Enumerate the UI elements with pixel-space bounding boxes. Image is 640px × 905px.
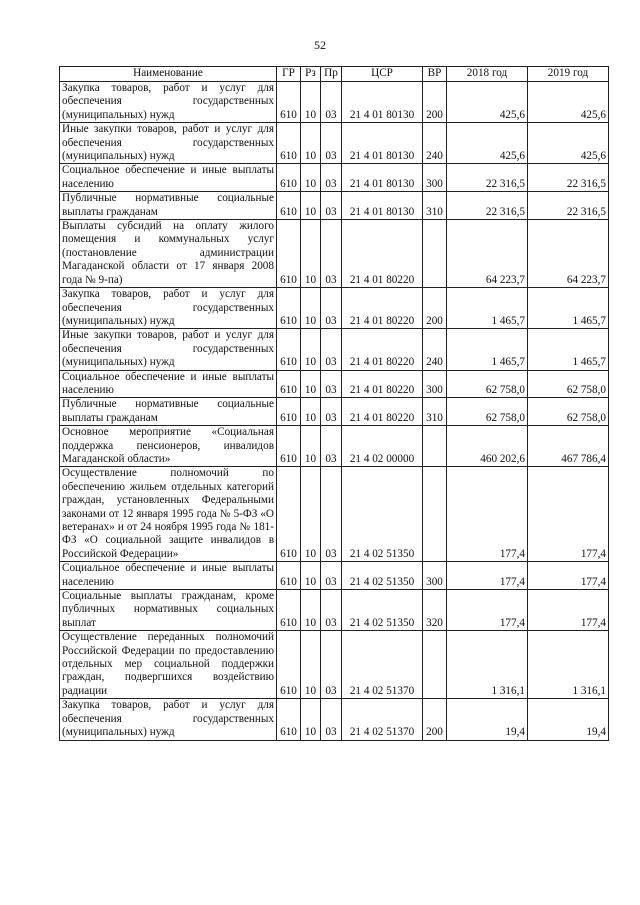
row-name-cell: Публичные нормативные социальные выплаты гражданам bbox=[60, 398, 277, 426]
row-vr-cell: 200 bbox=[423, 82, 447, 123]
row-rz-cell: 10 bbox=[301, 562, 321, 590]
row-csr-cell: 21 4 02 00000 bbox=[342, 426, 423, 467]
table-row bbox=[60, 220, 609, 288]
row-gr-cell: 610 bbox=[277, 631, 301, 699]
row-pr-cell: 03 bbox=[321, 631, 342, 699]
row-vr-cell: 240 bbox=[423, 329, 447, 370]
table-row bbox=[60, 631, 609, 699]
budget-table bbox=[59, 66, 609, 741]
row-2019-cell: 1 465,7 bbox=[528, 329, 609, 370]
row-name-cell: Социальное обеспечение и иные выплаты населению bbox=[60, 370, 277, 398]
row-pr-cell: 03 bbox=[321, 370, 342, 398]
row-gr-cell: 610 bbox=[277, 467, 301, 562]
row-name-cell: Осуществление полномочий по обеспечению жильем отдельных категорий граждан, установленных Федеральными законами от 12 января 1995 года № 5-ФЗ «О ветеранах» и от 24 ноября 1995 года № 181-ФЗ «О социальной защите инвалидов в Российской Федерации» bbox=[60, 467, 277, 562]
row-2019-cell: 62 758,0 bbox=[528, 370, 609, 398]
row-csr-cell: 21 4 01 80130 bbox=[342, 123, 423, 164]
row-name-cell: Социальное обеспечение и иные выплаты населению bbox=[60, 562, 277, 590]
row-rz-cell: 10 bbox=[301, 288, 321, 329]
row-2019-cell: 467 786,4 bbox=[528, 426, 609, 467]
row-rz-cell: 10 bbox=[301, 426, 321, 467]
row-2019-cell: 22 316,5 bbox=[528, 164, 609, 192]
table-row bbox=[60, 288, 609, 329]
row-pr-cell: 03 bbox=[321, 398, 342, 426]
row-2018-cell: 22 316,5 bbox=[447, 192, 528, 220]
row-csr-cell: 21 4 02 51350 bbox=[342, 467, 423, 562]
row-pr-cell: 03 bbox=[321, 164, 342, 192]
row-2018-cell: 1 465,7 bbox=[447, 329, 528, 370]
row-rz-cell: 10 bbox=[301, 82, 321, 123]
header-name: Наименование bbox=[60, 67, 277, 82]
row-pr-cell: 03 bbox=[321, 192, 342, 220]
row-gr-cell: 610 bbox=[277, 562, 301, 590]
row-2019-cell: 177,4 bbox=[528, 590, 609, 631]
table-row bbox=[60, 426, 609, 467]
row-rz-cell: 10 bbox=[301, 192, 321, 220]
table-row bbox=[60, 329, 609, 370]
row-2018-cell: 1 316,1 bbox=[447, 631, 528, 699]
row-gr-cell: 610 bbox=[277, 398, 301, 426]
row-name-cell: Осуществление переданных полномочий Российской Федерации по предоставлению отдельных мер социальной поддержки граждан, подвергшихся воздействию радиации bbox=[60, 631, 277, 699]
row-pr-cell: 03 bbox=[321, 590, 342, 631]
table-row bbox=[60, 123, 609, 164]
row-vr-cell: 200 bbox=[423, 288, 447, 329]
row-gr-cell: 610 bbox=[277, 370, 301, 398]
row-pr-cell: 03 bbox=[321, 288, 342, 329]
row-2019-cell: 22 316,5 bbox=[528, 192, 609, 220]
row-2019-cell: 425,6 bbox=[528, 82, 609, 123]
row-vr-cell: 310 bbox=[423, 192, 447, 220]
row-2018-cell: 425,6 bbox=[447, 123, 528, 164]
row-vr-cell: 300 bbox=[423, 562, 447, 590]
row-csr-cell: 21 4 01 80220 bbox=[342, 288, 423, 329]
row-gr-cell: 610 bbox=[277, 426, 301, 467]
header-rz: Рз bbox=[301, 67, 321, 82]
row-2018-cell: 177,4 bbox=[447, 590, 528, 631]
row-rz-cell: 10 bbox=[301, 699, 321, 740]
row-rz-cell: 10 bbox=[301, 631, 321, 699]
row-pr-cell: 03 bbox=[321, 699, 342, 740]
table-row bbox=[60, 82, 609, 123]
header-2019: 2019 год bbox=[528, 67, 609, 82]
row-name-cell: Выплаты субсидий на оплату жилого помещения и коммунальных услуг (постановление администрации Магаданской области от 17 января 2008 года № 9-па) bbox=[60, 220, 277, 288]
row-rz-cell: 10 bbox=[301, 590, 321, 631]
row-vr-cell: 200 bbox=[423, 699, 447, 740]
header-row bbox=[60, 67, 609, 82]
row-name-cell: Закупка товаров, работ и услуг для обеспечения государственных (муниципальных) нужд bbox=[60, 82, 277, 123]
row-vr-cell bbox=[423, 631, 447, 699]
row-2019-cell: 64 223,7 bbox=[528, 220, 609, 288]
row-2019-cell: 177,4 bbox=[528, 467, 609, 562]
row-gr-cell: 610 bbox=[277, 288, 301, 329]
row-csr-cell: 21 4 01 80220 bbox=[342, 370, 423, 398]
row-2019-cell: 425,6 bbox=[528, 123, 609, 164]
row-gr-cell: 610 bbox=[277, 123, 301, 164]
row-2018-cell: 460 202,6 bbox=[447, 426, 528, 467]
row-name-cell: Иные закупки товаров, работ и услуг для обеспечения государственных (муниципальных) нужд bbox=[60, 123, 277, 164]
row-gr-cell: 610 bbox=[277, 329, 301, 370]
row-2019-cell: 1 316,1 bbox=[528, 631, 609, 699]
row-vr-cell bbox=[423, 220, 447, 288]
row-2018-cell: 1 465,7 bbox=[447, 288, 528, 329]
row-name-cell: Социальные выплаты гражданам, кроме публичных нормативных социальных выплат bbox=[60, 590, 277, 631]
row-csr-cell: 21 4 02 51370 bbox=[342, 631, 423, 699]
row-gr-cell: 610 bbox=[277, 82, 301, 123]
row-pr-cell: 03 bbox=[321, 82, 342, 123]
row-2019-cell: 1 465,7 bbox=[528, 288, 609, 329]
row-2018-cell: 425,6 bbox=[447, 82, 528, 123]
row-name-cell: Закупка товаров, работ и услуг для обеспечения государственных (муниципальных) нужд bbox=[60, 288, 277, 329]
row-csr-cell: 21 4 01 80130 bbox=[342, 82, 423, 123]
row-2018-cell: 177,4 bbox=[447, 467, 528, 562]
row-rz-cell: 10 bbox=[301, 398, 321, 426]
row-2019-cell: 177,4 bbox=[528, 562, 609, 590]
row-gr-cell: 610 bbox=[277, 699, 301, 740]
row-2019-cell: 19,4 bbox=[528, 699, 609, 740]
row-vr-cell bbox=[423, 467, 447, 562]
row-csr-cell: 21 4 02 51370 bbox=[342, 699, 423, 740]
row-pr-cell: 03 bbox=[321, 467, 342, 562]
row-vr-cell: 300 bbox=[423, 370, 447, 398]
row-csr-cell: 21 4 02 51350 bbox=[342, 590, 423, 631]
row-rz-cell: 10 bbox=[301, 329, 321, 370]
row-gr-cell: 610 bbox=[277, 590, 301, 631]
row-csr-cell: 21 4 01 80220 bbox=[342, 220, 423, 288]
table-row bbox=[60, 370, 609, 398]
row-csr-cell: 21 4 01 80130 bbox=[342, 164, 423, 192]
row-rz-cell: 10 bbox=[301, 467, 321, 562]
row-vr-cell: 300 bbox=[423, 164, 447, 192]
row-pr-cell: 03 bbox=[321, 562, 342, 590]
row-2019-cell: 62 758,0 bbox=[528, 398, 609, 426]
table-row bbox=[60, 699, 609, 740]
row-csr-cell: 21 4 02 51350 bbox=[342, 562, 423, 590]
row-2018-cell: 19,4 bbox=[447, 699, 528, 740]
table-row bbox=[60, 192, 609, 220]
header-2018: 2018 год bbox=[447, 67, 528, 82]
row-vr-cell: 310 bbox=[423, 398, 447, 426]
row-name-cell: Публичные нормативные социальные выплаты гражданам bbox=[60, 192, 277, 220]
row-rz-cell: 10 bbox=[301, 370, 321, 398]
row-rz-cell: 10 bbox=[301, 220, 321, 288]
row-vr-cell: 240 bbox=[423, 123, 447, 164]
table-row bbox=[60, 590, 609, 631]
row-csr-cell: 21 4 01 80130 bbox=[342, 192, 423, 220]
row-gr-cell: 610 bbox=[277, 192, 301, 220]
row-vr-cell bbox=[423, 426, 447, 467]
row-name-cell: Закупка товаров, работ и услуг для обеспечения государственных (муниципальных) нужд bbox=[60, 699, 277, 740]
header-vr: ВР bbox=[423, 67, 447, 82]
row-rz-cell: 10 bbox=[301, 164, 321, 192]
row-pr-cell: 03 bbox=[321, 123, 342, 164]
row-csr-cell: 21 4 01 80220 bbox=[342, 329, 423, 370]
table-row bbox=[60, 164, 609, 192]
table-row bbox=[60, 467, 609, 562]
header-gr: ГР bbox=[277, 67, 301, 82]
row-pr-cell: 03 bbox=[321, 329, 342, 370]
row-pr-cell: 03 bbox=[321, 220, 342, 288]
row-pr-cell: 03 bbox=[321, 426, 342, 467]
page-number: 52 bbox=[314, 38, 326, 52]
row-name-cell: Иные закупки товаров, работ и услуг для обеспечения государственных (муниципальных) нужд bbox=[60, 329, 277, 370]
row-name-cell: Социальное обеспечение и иные выплаты населению bbox=[60, 164, 277, 192]
table-row bbox=[60, 398, 609, 426]
row-2018-cell: 62 758,0 bbox=[447, 398, 528, 426]
row-gr-cell: 610 bbox=[277, 164, 301, 192]
row-2018-cell: 22 316,5 bbox=[447, 164, 528, 192]
row-2018-cell: 64 223,7 bbox=[447, 220, 528, 288]
row-rz-cell: 10 bbox=[301, 123, 321, 164]
table-row bbox=[60, 562, 609, 590]
row-2018-cell: 62 758,0 bbox=[447, 370, 528, 398]
row-csr-cell: 21 4 01 80220 bbox=[342, 398, 423, 426]
header-csr: ЦСР bbox=[342, 67, 423, 82]
row-2018-cell: 177,4 bbox=[447, 562, 528, 590]
row-name-cell: Основное мероприятие «Социальная поддержка пенсионеров, инвалидов Магаданской области» bbox=[60, 426, 277, 467]
row-gr-cell: 610 bbox=[277, 220, 301, 288]
header-pr: Пр bbox=[321, 67, 342, 82]
row-vr-cell: 320 bbox=[423, 590, 447, 631]
